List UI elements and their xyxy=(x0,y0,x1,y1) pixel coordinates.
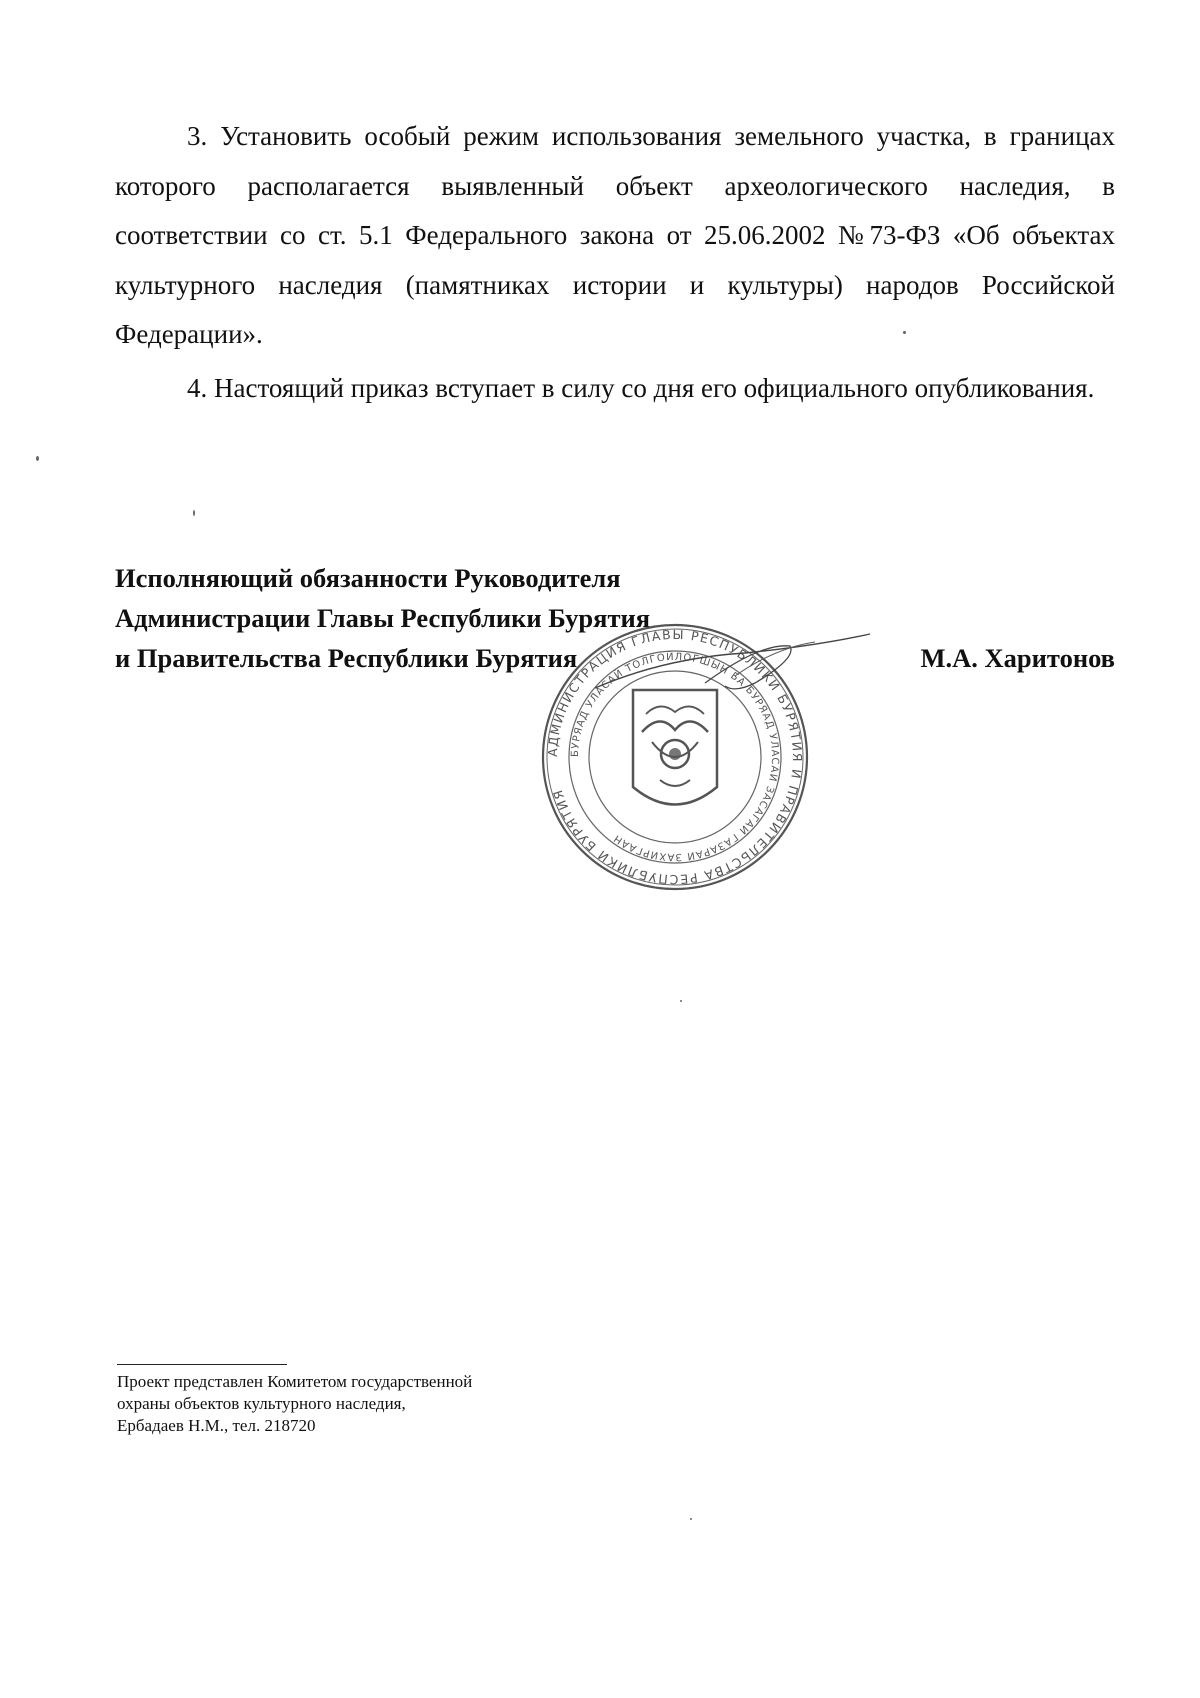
scan-speck xyxy=(680,1000,682,1002)
signatory-position-line-1: Исполняющий обязанности Руководителя xyxy=(115,563,621,593)
scan-speck xyxy=(193,510,195,516)
signatory-name: М.А. Харитонов xyxy=(920,643,1115,673)
seal-inner-text: БУРЯАД УЛАСАЙ ТОЛГОЙЛОГШЫН БА БУРЯАД УЛАСАЙ ЗАСАГАЙ ГАЗАРАЙ ЗАХИРГААН xyxy=(569,651,781,863)
footnote-line-1: Проект представлен Комитетом государственной xyxy=(117,1372,473,1391)
paragraph-3: 3. Установить особый режим использования земельного участка, в границах которого располагается выявленный объект археологического наследия, в соответствии со ст. 5.1 Федерального закона от 25.06.2002 №73-ФЗ «Об объектах культурного наследия (памятниках истории и культуры) народов Российской Федерации». xyxy=(115,121,1115,349)
paragraph-4: 4. Настоящий приказ вступает в силу со дня его официального опубликования. xyxy=(187,372,1095,403)
signatory-position-line-3: и Правительства Республики Бурятия xyxy=(115,643,578,673)
footnote-separator xyxy=(117,1364,287,1365)
scan-speck xyxy=(690,1518,692,1520)
footnote-line-2: охраны объектов культурного наследия, xyxy=(117,1394,406,1413)
signatory-position-line-2: Администрации Главы Республики Бурятия xyxy=(115,603,651,633)
scan-speck xyxy=(36,456,39,461)
footnote xyxy=(117,1371,717,1437)
document-body xyxy=(115,112,1115,417)
footnote-line-3: Ербадаев Н.М., тел. 218720 xyxy=(117,1416,316,1435)
handwritten-signature xyxy=(585,628,875,718)
seal-outer-text: АДМИНИСТРАЦИЯ ГЛАВЫ РЕСПУБЛИКИ БУРЯТИЯ И ПРАВИТЕЛЬСТВА РЕСПУБЛИКИ БУРЯТИЯ xyxy=(544,626,806,888)
scan-speck xyxy=(903,331,906,334)
